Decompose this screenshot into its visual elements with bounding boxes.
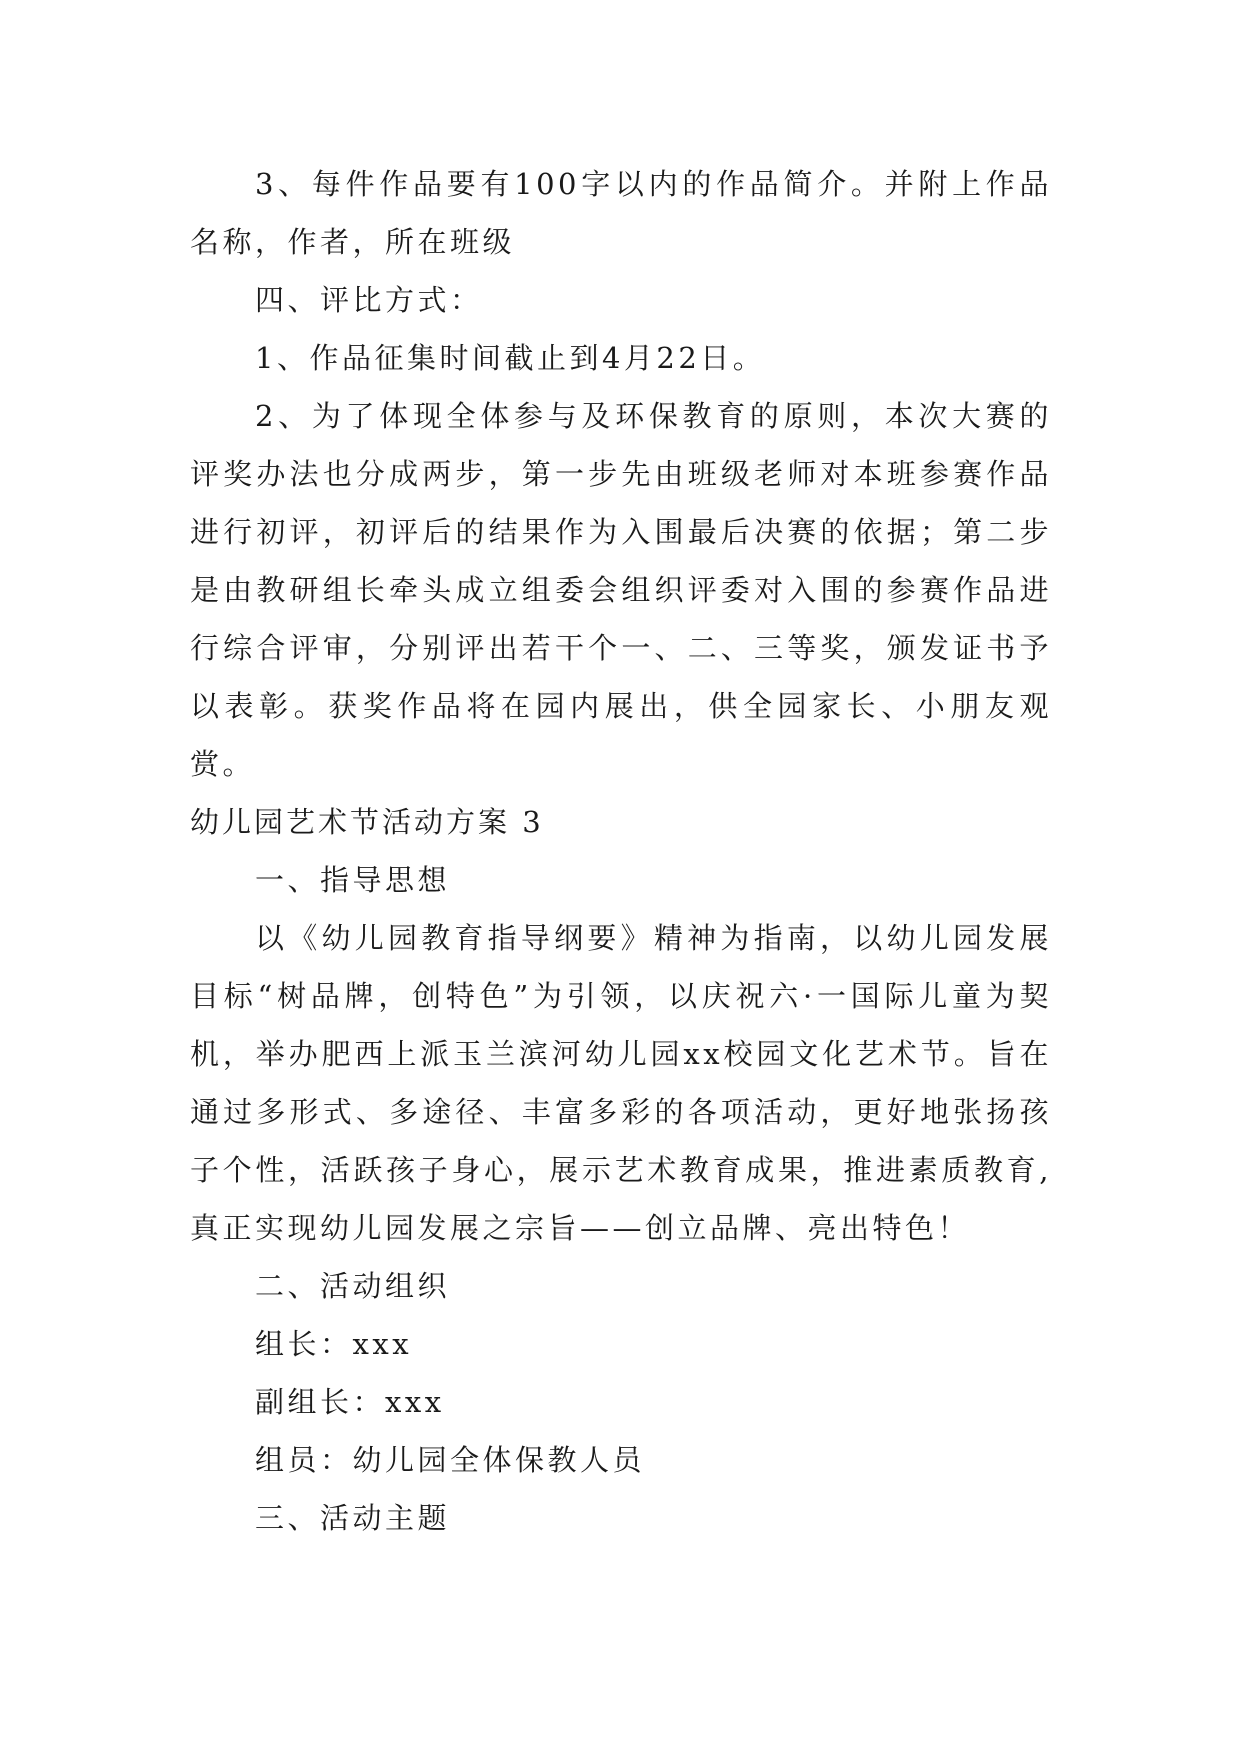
plan-title: 幼儿园艺术节活动方案 3 <box>190 805 544 839</box>
paragraph-deputy-leader: 副组长：xxx <box>255 1385 445 1419</box>
paragraph-members: 组员：幼儿园全体保教人员 <box>255 1443 646 1477</box>
section-heading-organization: 二、活动组织 <box>255 1269 451 1303</box>
paragraph-leader: 组长：xxx <box>255 1327 413 1361</box>
section-heading-evaluation: 四、评比方式： <box>255 283 483 317</box>
paragraph-item3-intro: 3、每件作品要有100字以内的作品简介。并附上作品名称，作者，所在班级 <box>190 167 1052 259</box>
paragraph-deadline: 1、作品征集时间截止到4月22日。 <box>255 341 766 375</box>
section-heading-theme: 三、活动主题 <box>255 1501 451 1535</box>
document-body <box>190 155 1052 1547</box>
paragraph-judging-rules: 2、为了体现全体参与及环保教育的原则，本次大赛的评奖办法也分成两步，第一步先由班级老师对本班参赛作品进行初评，初评后的结果作为入围最后决赛的依据；第二步是由教研组长牵头成立组委会组织评委对入围的参赛作品进行综合评审，分别评出若干个一、二、三等奖，颁发证书予以表彰。获奖作品将在园内展出，供全园家长、小朋友观赏。 <box>190 399 1052 781</box>
paragraph-guiding-thought: 以《幼儿园教育指导纲要》精神为指南，以幼儿园发展目标“树品牌，创特色”为引领，以庆祝六·一国际儿童为契机，举办肥西上派玉兰滨河幼儿园xx校园文化艺术节。旨在通过多形式、多途径、丰富多彩的各项活动，更好地张扬孩子个性，活跃孩子身心，展示艺术教育成果，推进素质教育,真正实现幼儿园发展之宗旨——创立品牌、亮出特色！ <box>190 921 1052 1245</box>
section-heading-guiding-thought: 一、指导思想 <box>255 863 451 897</box>
